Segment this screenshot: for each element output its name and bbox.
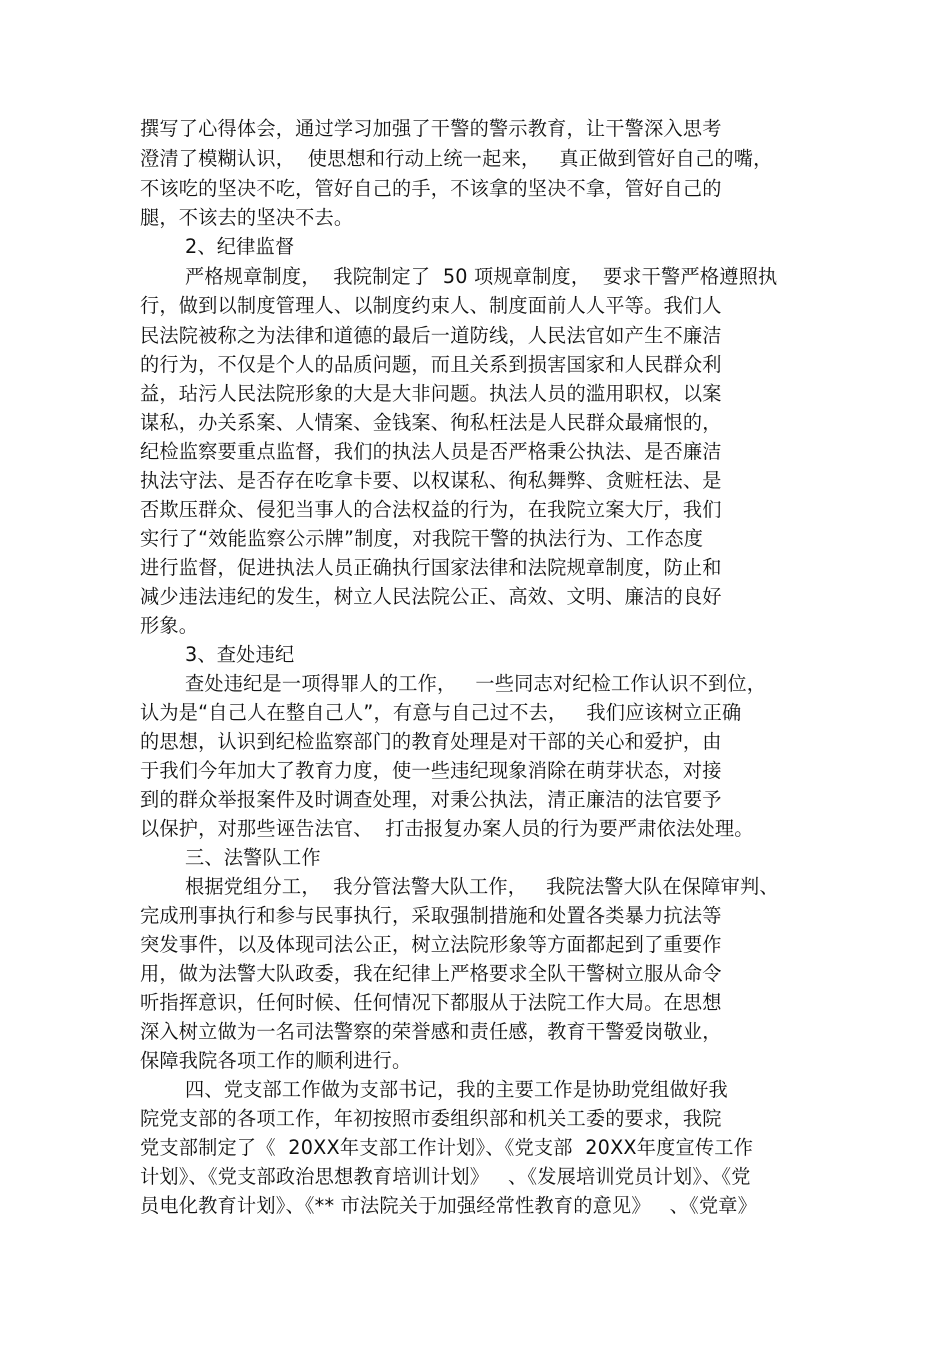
text-line: 突发事件，以及体现司法公正，树立法院形象等方面都起到了重要作 [140, 933, 722, 956]
text-line: 的思想，认识到纪检监察部门的教育处理是对干部的关心和爱护，由 [140, 730, 722, 753]
section-heading: 3、查处违纪 [185, 643, 295, 666]
text-line: 进行监督，促进执法人员正确执行国家法律和法院规章制度，防止和 [140, 556, 722, 579]
text-line: 澄清了模糊认识， 使思想和行动上统一起来， 真正做到管好自己的嘴， [140, 147, 773, 170]
text-line: 认为是“自己人在整自己人”，有意与自己过不去， 我们应该树立正确 [140, 701, 742, 724]
text-line: 到的群众举报案件及时调查处理，对秉公执法，清正廉洁的法官要予 [140, 788, 722, 811]
text-line: 否欺压群众、侵犯当事人的合法权益的行为，在我院立案大厅，我们 [140, 498, 722, 521]
text-line: 严格规章制度， 我院制定了 50 项规章制度， 要求干警严格遵照执 [185, 265, 778, 288]
text-line: 员电化教育计划》、《** 市法院关于加强经常性教育的意见》 、《党章》 [140, 1194, 757, 1217]
text-line: 纪检监察要重点监督，我们的执法人员是否严格秉公执法、是否廉洁 [140, 440, 722, 463]
text-line: 深入树立做为一名司法警察的荣誉感和责任感，教育干警爱岗敬业， [140, 1020, 722, 1043]
text-line: 形象。 [140, 614, 199, 637]
section-heading: 三、法警队工作 [185, 846, 321, 869]
text-line: 于我们今年加大了教育力度，使一些违纪现象消除在萌芽状态，对接 [140, 759, 722, 782]
section-heading: 2、纪律监督 [185, 235, 295, 258]
text-line: 撰写了心得体会，通过学习加强了干警的警示教育，让干警深入思考 [140, 117, 722, 140]
text-line: 实行了“效能监察公示牌”制度，对我院干警的执法行为、工作态度 [140, 527, 704, 550]
text-line: 听指挥意识，任何时候、任何情况下都服从于法院工作大局。在思想 [140, 991, 722, 1014]
text-line: 查处违纪是一项得罪人的工作， 一些同志对纪检工作认识不到位， [185, 672, 767, 695]
text-line: 以保护，对那些诬告法官、 打击报复办案人员的行为要严肃依法处理。 [140, 817, 754, 840]
text-line: 减少违法违纪的发生，树立人民法院公正、高效、文明、廉洁的良好 [140, 585, 722, 608]
text-line: 行，做到以制度管理人、以制度约束人、制度面前人人平等。我们人 [140, 294, 722, 317]
text-line: 党支部制定了《 20XX年支部工作计划》、《党支部 20XX年度宣传工作 [140, 1136, 754, 1159]
text-line: 的行为，不仅是个人的品质问题，而且关系到损害国家和人民群众利 [140, 353, 722, 376]
text-line: 执法守法、是否存在吃拿卡要、以权谋私、徇私舞弊、贪赃枉法、是 [140, 469, 722, 492]
text-line: 不该吃的坚决不吃，管好自己的手，不该拿的坚决不拿，管好自己的 [140, 177, 722, 200]
text-line: 根据党组分工， 我分管法警大队工作， 我院法警大队在保障审判、 [185, 875, 779, 898]
text-line: 用，做为法警大队政委，我在纪律上严格要求全队干警树立服从命令 [140, 962, 722, 985]
text-line: 民法院被称之为法律和道德的最后一道防线，人民法官如产生不廉洁 [140, 324, 722, 347]
text-line: 谋私，办关系案、人情案、金钱案、徇私枉法是人民群众最痛恨的， [140, 411, 722, 434]
text-line: 益，玷污人民法院形象的大是大非问题。执法人员的滥用职权，以案 [140, 382, 722, 405]
text-line: 保障我院各项工作的顺利进行。 [140, 1049, 412, 1072]
text-line: 完成刑事执行和参与民事执行，采取强制措施和处置各类暴力抗法等 [140, 904, 722, 927]
section-heading: 四、党支部工作做为支部书记，我的主要工作是协助党组做好我 [185, 1078, 728, 1101]
text-line: 计划》、《党支部政治思想教育培训计划》 、《发展培训党员计划》、《党 [140, 1165, 751, 1188]
text-line: 腿，不该去的坚决不去。 [140, 206, 354, 229]
text-line: 院党支部的各项工作，年初按照市委组织部和机关工委的要求，我院 [140, 1107, 722, 1130]
